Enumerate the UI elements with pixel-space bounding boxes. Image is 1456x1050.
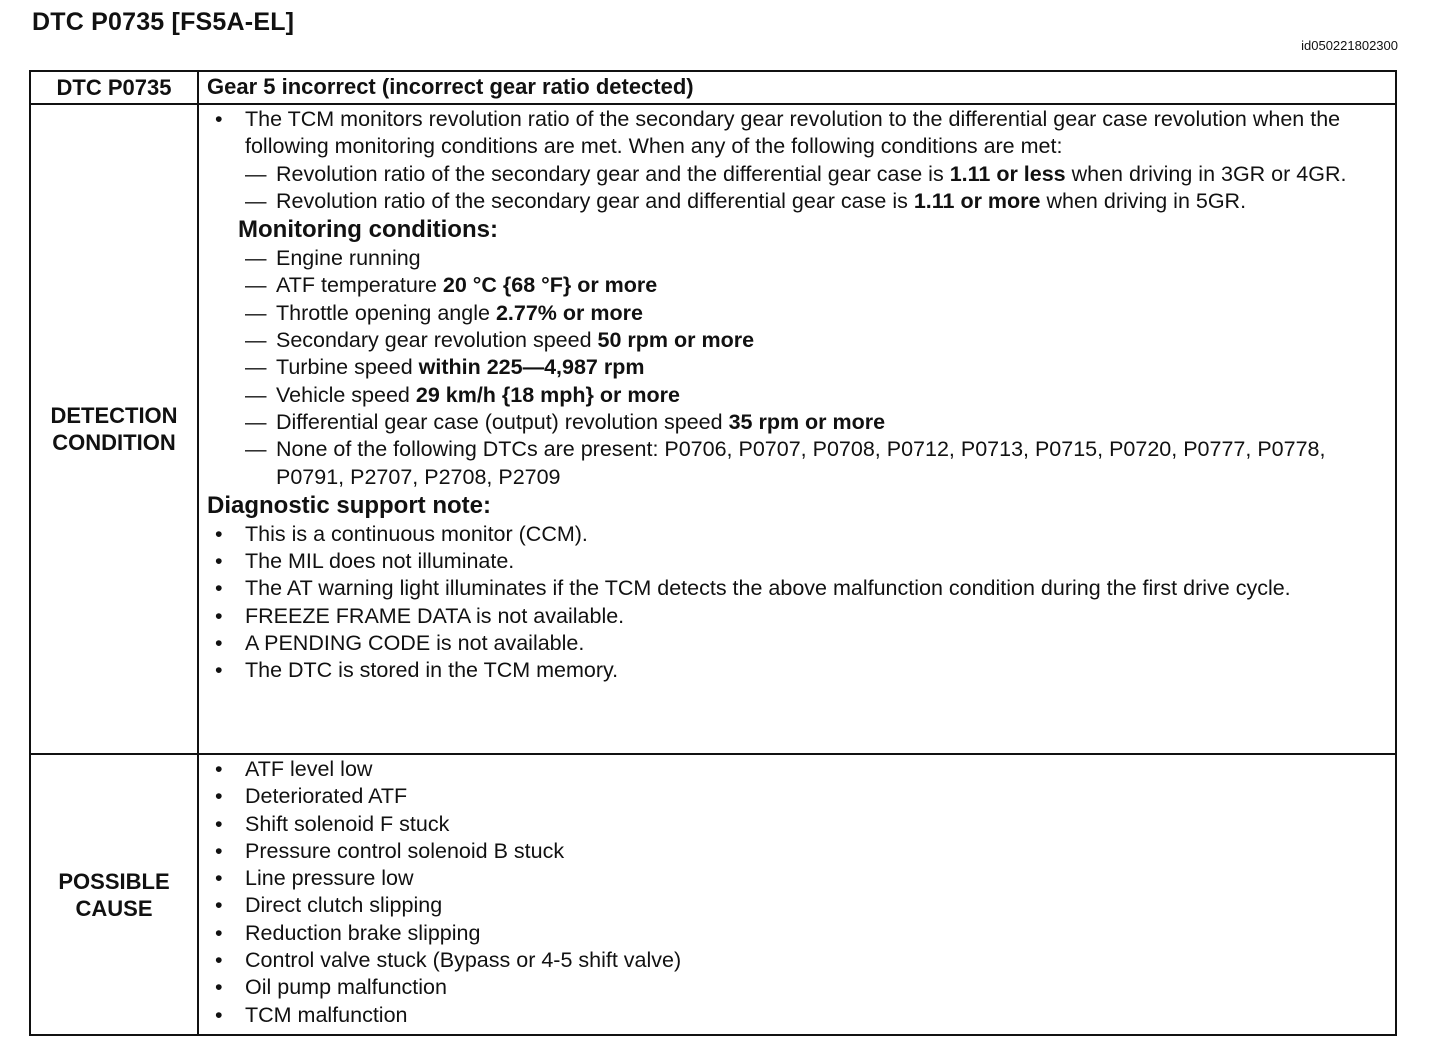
condition-value: 29 km/h {18 mph} or more — [415, 382, 680, 407]
dtc-code: DTC P0735 — [56, 75, 172, 100]
dtc-code-cell — [31, 72, 199, 103]
condition-value: 35 rpm or more — [728, 409, 886, 434]
monitoring-condition-item: — Engine running — [207, 245, 1387, 272]
monitoring-condition-item — [207, 354, 1387, 381]
possible-cause-list — [207, 756, 1387, 1029]
condition-text: ATF temperature — [276, 273, 443, 298]
condition-text: Throttle opening angle — [276, 300, 496, 325]
condition-text: Revolution ratio of the secondary gear and differential gear case is — [276, 188, 914, 213]
detection-intro: • The TCM monitors revolution ratio of the secondary gear revolution to the differential gear case revolution when the following monitoring conditions are met. When any of the following conditions are met: — [207, 106, 1387, 161]
detection-intro-list — [207, 106, 1387, 161]
condition-value: 1.11 or more — [913, 188, 1041, 213]
diagnostic-support-list — [207, 521, 1387, 685]
detection-condition-item — [207, 188, 1387, 215]
possible-cause-item: • Line pressure low — [207, 865, 1387, 892]
dtc-description: Gear 5 incorrect (incorrect gear ratio detected) — [207, 74, 694, 99]
monitoring-condition-item — [207, 300, 1387, 327]
detection-condition-row — [31, 105, 1395, 755]
possible-cause-item: • Shift solenoid F stuck — [207, 811, 1387, 838]
possible-cause-item: • ATF level low — [207, 756, 1387, 783]
possible-cause-item: • Reduction brake slipping — [207, 920, 1387, 947]
possible-cause-item: • Direct clutch slipping — [207, 892, 1387, 919]
support-note-item: • A PENDING CODE is not available. — [207, 630, 1387, 657]
support-note-item: • This is a continuous monitor (CCM). — [207, 521, 1387, 548]
detection-condition-item — [207, 161, 1387, 188]
monitoring-condition-item — [207, 382, 1387, 409]
detection-conditions-list — [207, 161, 1387, 216]
condition-value: 1.11 or less — [949, 161, 1066, 186]
condition-text: Turbine speed — [276, 355, 419, 380]
condition-value: 2.77% or more — [495, 300, 643, 325]
condition-value: 20 °C {68 °F} or more — [442, 273, 658, 298]
monitoring-condition-item: — None of the following DTCs are present: P0706, P0707, P0708, P0712, P0713, P0715, P0720, P0777, P0778, P0791, P2707, P2708, P2709 — [207, 436, 1387, 491]
condition-text: when driving in 5GR. — [1040, 188, 1247, 213]
possible-cause-content — [199, 755, 1395, 1034]
possible-cause-item: • Deteriorated ATF — [207, 783, 1387, 810]
detection-condition-label-cell — [31, 105, 199, 753]
condition-text: Differential gear case (output) revolution speed — [276, 409, 729, 434]
monitoring-condition-item — [207, 327, 1387, 354]
support-note-item: • The AT warning light illuminates if the TCM detects the above malfunction condition during the first drive cycle. — [207, 575, 1387, 602]
dtc-description-cell — [199, 72, 1395, 103]
monitoring-condition-item — [207, 409, 1387, 436]
diagnostic-support-heading: Diagnostic support note: — [207, 491, 491, 519]
condition-text: Revolution ratio of the secondary gear and the differential gear case is — [276, 161, 950, 186]
monitoring-conditions-list — [207, 245, 1387, 491]
possible-cause-label-cell — [31, 755, 199, 1034]
dtc-table — [29, 70, 1397, 1036]
condition-value: 50 rpm or more — [597, 328, 755, 353]
support-note-item: • FREEZE FRAME DATA is not available. — [207, 603, 1387, 630]
possible-cause-row — [31, 755, 1395, 1034]
monitoring-conditions-heading: Monitoring conditions: — [238, 216, 498, 244]
possible-cause-item: • TCM malfunction — [207, 1002, 1387, 1029]
support-note-item: • The MIL does not illuminate. — [207, 548, 1387, 575]
document-id: id050221802300 — [1301, 38, 1398, 53]
condition-text: Vehicle speed — [276, 382, 416, 407]
condition-text: Secondary gear revolution speed — [276, 328, 598, 353]
support-note-item: • The DTC is stored in the TCM memory. — [207, 657, 1387, 684]
possible-cause-item: • Pressure control solenoid B stuck — [207, 838, 1387, 865]
page-title: DTC P0735 [FS5A-EL] — [32, 8, 295, 36]
possible-cause-item: • Control valve stuck (Bypass or 4-5 shift valve) — [207, 947, 1387, 974]
possible-cause-label: POSSIBLE CAUSE — [58, 868, 170, 921]
detection-condition-content — [199, 105, 1395, 753]
possible-cause-item: • Oil pump malfunction — [207, 974, 1387, 1001]
condition-text: when driving in 3GR or 4GR. — [1065, 161, 1347, 186]
monitoring-condition-item — [207, 272, 1387, 299]
detection-condition-label: DETECTION CONDITION — [50, 403, 178, 455]
table-header-row — [31, 72, 1395, 105]
condition-value: within 225—4,987 rpm — [418, 355, 645, 380]
